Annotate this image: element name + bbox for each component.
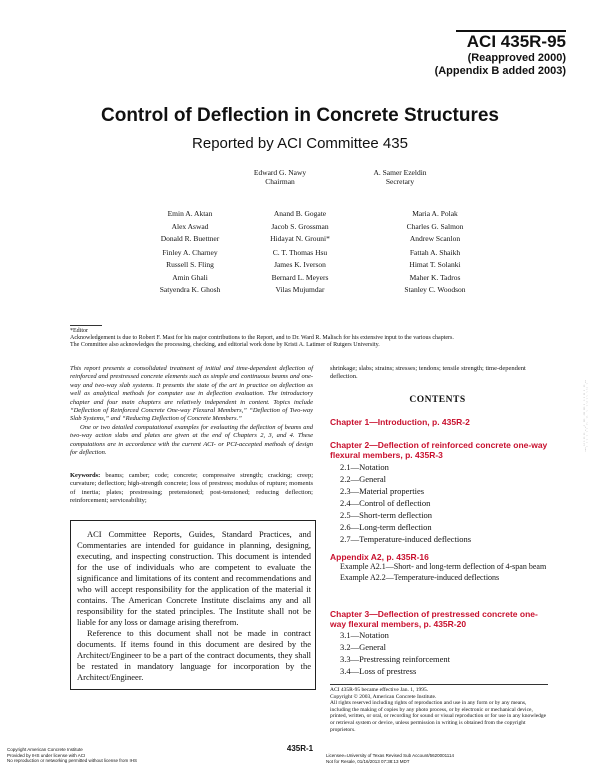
toc-section[interactable]: 3.3—Prestressing reinforcement	[340, 654, 450, 664]
copyright-line: Copyright © 2003, American Concrete Institute.	[330, 693, 437, 700]
member: Donald R. Buettner	[160, 234, 220, 243]
member: Himat T. Solanki	[409, 260, 461, 269]
member: Hidayat N. Grouni*	[270, 234, 330, 243]
document-title: Control of Deflection in Concrete Structures	[101, 105, 499, 126]
appendix-note: (Appendix B added 2003)	[434, 65, 566, 77]
member: Andrew Scanlon	[409, 234, 461, 243]
toc-example[interactable]: Example A2.2—Temperature-induced deflections	[340, 573, 500, 582]
member-column-3	[370, 208, 500, 297]
member: Bernard L. Meyers	[271, 272, 329, 282]
toc-section[interactable]: 2.7—Temperature-induced deflections	[340, 534, 472, 544]
chairman	[220, 168, 340, 186]
member: Finley A. Charney	[162, 247, 218, 257]
member: Stanley C. Woodson	[404, 285, 466, 294]
member: Maher K. Tadros	[409, 272, 461, 282]
abstract-paragraph: One or two detailed computational examples for evaluating the deflection of beams and two-way action slabs and plates are given at the end of Chapters 2, 3, and 4. These computations are in accordance with the current ACI- or PCI-accepted methods of design for deflection.	[70, 423, 313, 457]
member: James K. Iverson	[274, 260, 326, 269]
toc-chapter-1[interactable]: Chapter 1—Introduction, p. 435R-2	[330, 417, 470, 427]
keywords	[70, 472, 313, 506]
secretary	[340, 168, 460, 186]
acknowledgement-footnote	[70, 325, 540, 349]
page-number: 435R-1	[286, 744, 314, 753]
member: Emin A. Aktan	[167, 209, 213, 218]
toc-chapter-2-sections	[340, 461, 540, 545]
member: Russell S. Fling	[166, 260, 214, 269]
member: Vilas Mujumdar	[275, 285, 325, 294]
member: Anand B. Gogate	[273, 209, 327, 218]
member: Jacob S. Grossman	[271, 221, 329, 231]
toc-appendix-a2-examples	[330, 561, 552, 583]
toc-section[interactable]: 3.2—General	[340, 642, 387, 652]
toc-section[interactable]: 2.6—Long-term deflection	[340, 522, 432, 532]
chairman-role: Chairman	[265, 177, 295, 186]
member: Charles G. Salmon	[406, 221, 464, 231]
acknowledgement-text: Acknowledgement is due to Robert F. Mast for his major contributions to the Report, and to Dr. Ward R. Malisch for his extensive input to the various chapters.	[70, 335, 454, 341]
abstract-paragraph: This report presents a consolidated treatment of initial and time-dependent deflection of reinforced and prestressed concrete elements such as simple and continuous beams and one-way and two-way slab systems. It presents the state of the art in practice on deflection as well as analytical methods for computer use in deflection evaluation. The introductory chapter and four main chapters are relatively independent in content. Topics include “Deflection of Reinforced Concrete One-way Flexural Members,” “Deflection of Two-way Slab Systems,” and “Reducing Deflection of Concrete Members.”	[70, 365, 313, 423]
toc-section[interactable]: 3.4—Loss of prestress	[340, 666, 417, 676]
member: C. T. Thomas Hsu	[272, 247, 328, 257]
rights-statement: All rights reserved including rights of reproduction and use in any form or by any means, including the making of copies by any photo process, or by electronic or mechanical device, printed, written, or oral, or recording for sound or visual reproduction or for use in any knowledge or retrieval system or device, unless permission in writing is obtained from the copyright proprietors.	[330, 700, 547, 733]
toc-section[interactable]: 3.1—Notation	[340, 630, 389, 640]
toc-section[interactable]: 2.3—Material properties	[340, 486, 425, 496]
footer-line: Copyright American Concrete Institute	[7, 747, 83, 752]
disclaimer-paragraph: Reference to this document shall not be made in contract documents. If items found in this document are desired by the Architect/Engineer to be a part of the contract documents, they shall be restated in mandatory language for incorporation by the Architect/Engineer.	[77, 628, 311, 682]
toc-appendix-a2[interactable]: Appendix A2, p. 435R-16	[330, 552, 429, 562]
toc-section[interactable]: 2.2—General	[340, 474, 387, 484]
keywords-text: beams; camber; code; concrete; compressive strength; cracking; creep; curvature; deflection; high-strength concrete; loss of prestress; modulus of rupture; moments of inertia; plates; prestressing; pretensioned; post-tensioned; reducing deflection; reinforcement; serviceability;	[70, 472, 313, 505]
disclaimer-paragraph: ACI Committee Reports, Guides, Standard Practices, and Commentaries are intended for guidance in planning, designing, executing, and inspecting construction. This document is intended for the use of individuals who are competent to evaluate the significance and limitations of its content and recommendations and who will accept responsibility for the application of the material it contains. The American Concrete Institute disclaims any and all responsibility for the stated principles. The Institute shall not be liable for any loss or damage arising therefrom.	[77, 529, 311, 627]
footnote-rule	[70, 325, 102, 326]
document-number: ACI 435R-95	[456, 30, 566, 51]
member: Maria A. Polak	[412, 209, 458, 218]
member: Amin Ghali	[172, 272, 208, 282]
side-watermark: --`,,``,`,,`,`,``,`,,,`,,,``,,,``,-`-`,,`,,`,`,,`---	[583, 380, 588, 452]
editor-note: *Editor	[70, 328, 88, 334]
committee-subtitle: Reported by ACI Committee 435	[192, 135, 408, 152]
footer-line: Licensee=University of Texas Revised Sub Account/5620001114	[326, 753, 454, 758]
footer-line: No reproduction or networking permitted without license from IHS	[7, 758, 138, 763]
toc-chapter-2[interactable]: Chapter 2—Deflection of reinforced concrete one-way flexural members, p. 435R-3	[330, 440, 548, 460]
member: Alex Aswad	[171, 221, 209, 231]
footer-line: Not for Resale, 01/16/2013 07:38:13 MDT	[326, 758, 410, 764]
acknowledgement-text: The Committee also acknowledges the processing, checking, and editorial work done by Kristi A. Latimer of Rutgers University.	[70, 342, 380, 348]
footer-line: Provided by IHS under license with ACI	[7, 752, 86, 758]
toc-section[interactable]: 2.1—Notation	[340, 462, 389, 472]
reapproved-note: (Reapproved 2000)	[467, 52, 566, 64]
member: Satyendra K. Ghosh	[159, 285, 221, 294]
chairman-name: Edward G. Nawy	[253, 168, 307, 177]
keywords-continued: shrinkage; slabs; strains; stresses; tendons; tensile strength; time-dependent deflection.	[330, 365, 526, 381]
toc-chapter-3-sections	[340, 629, 540, 677]
toc-section[interactable]: 2.4—Control of deflection	[340, 498, 431, 508]
secretary-role: Secretary	[385, 177, 415, 186]
effective-date: ACI 435R-95 became effective Jan. 1, 1995.	[330, 687, 429, 693]
secretary-name: A. Samer Ezeldin	[373, 168, 427, 177]
footer-license-right	[326, 753, 454, 764]
toc-chapter-3[interactable]: Chapter 3—Deflection of prestressed concrete one-way flexural members, p. 435R-20	[330, 609, 538, 629]
member-column-2	[235, 208, 365, 297]
copyright-notice	[330, 684, 548, 733]
member: Fattah A. Shaikh	[409, 247, 461, 257]
contents-heading: CONTENTS	[409, 395, 466, 405]
disclaimer-box	[70, 520, 316, 690]
toc-example[interactable]: Example A2.1—Short- and long-term deflection of 4-span beam	[340, 562, 547, 571]
abstract	[70, 365, 313, 457]
toc-section[interactable]: 2.5—Short-term deflection	[340, 510, 433, 520]
keywords-label: Keywords:	[70, 472, 101, 479]
